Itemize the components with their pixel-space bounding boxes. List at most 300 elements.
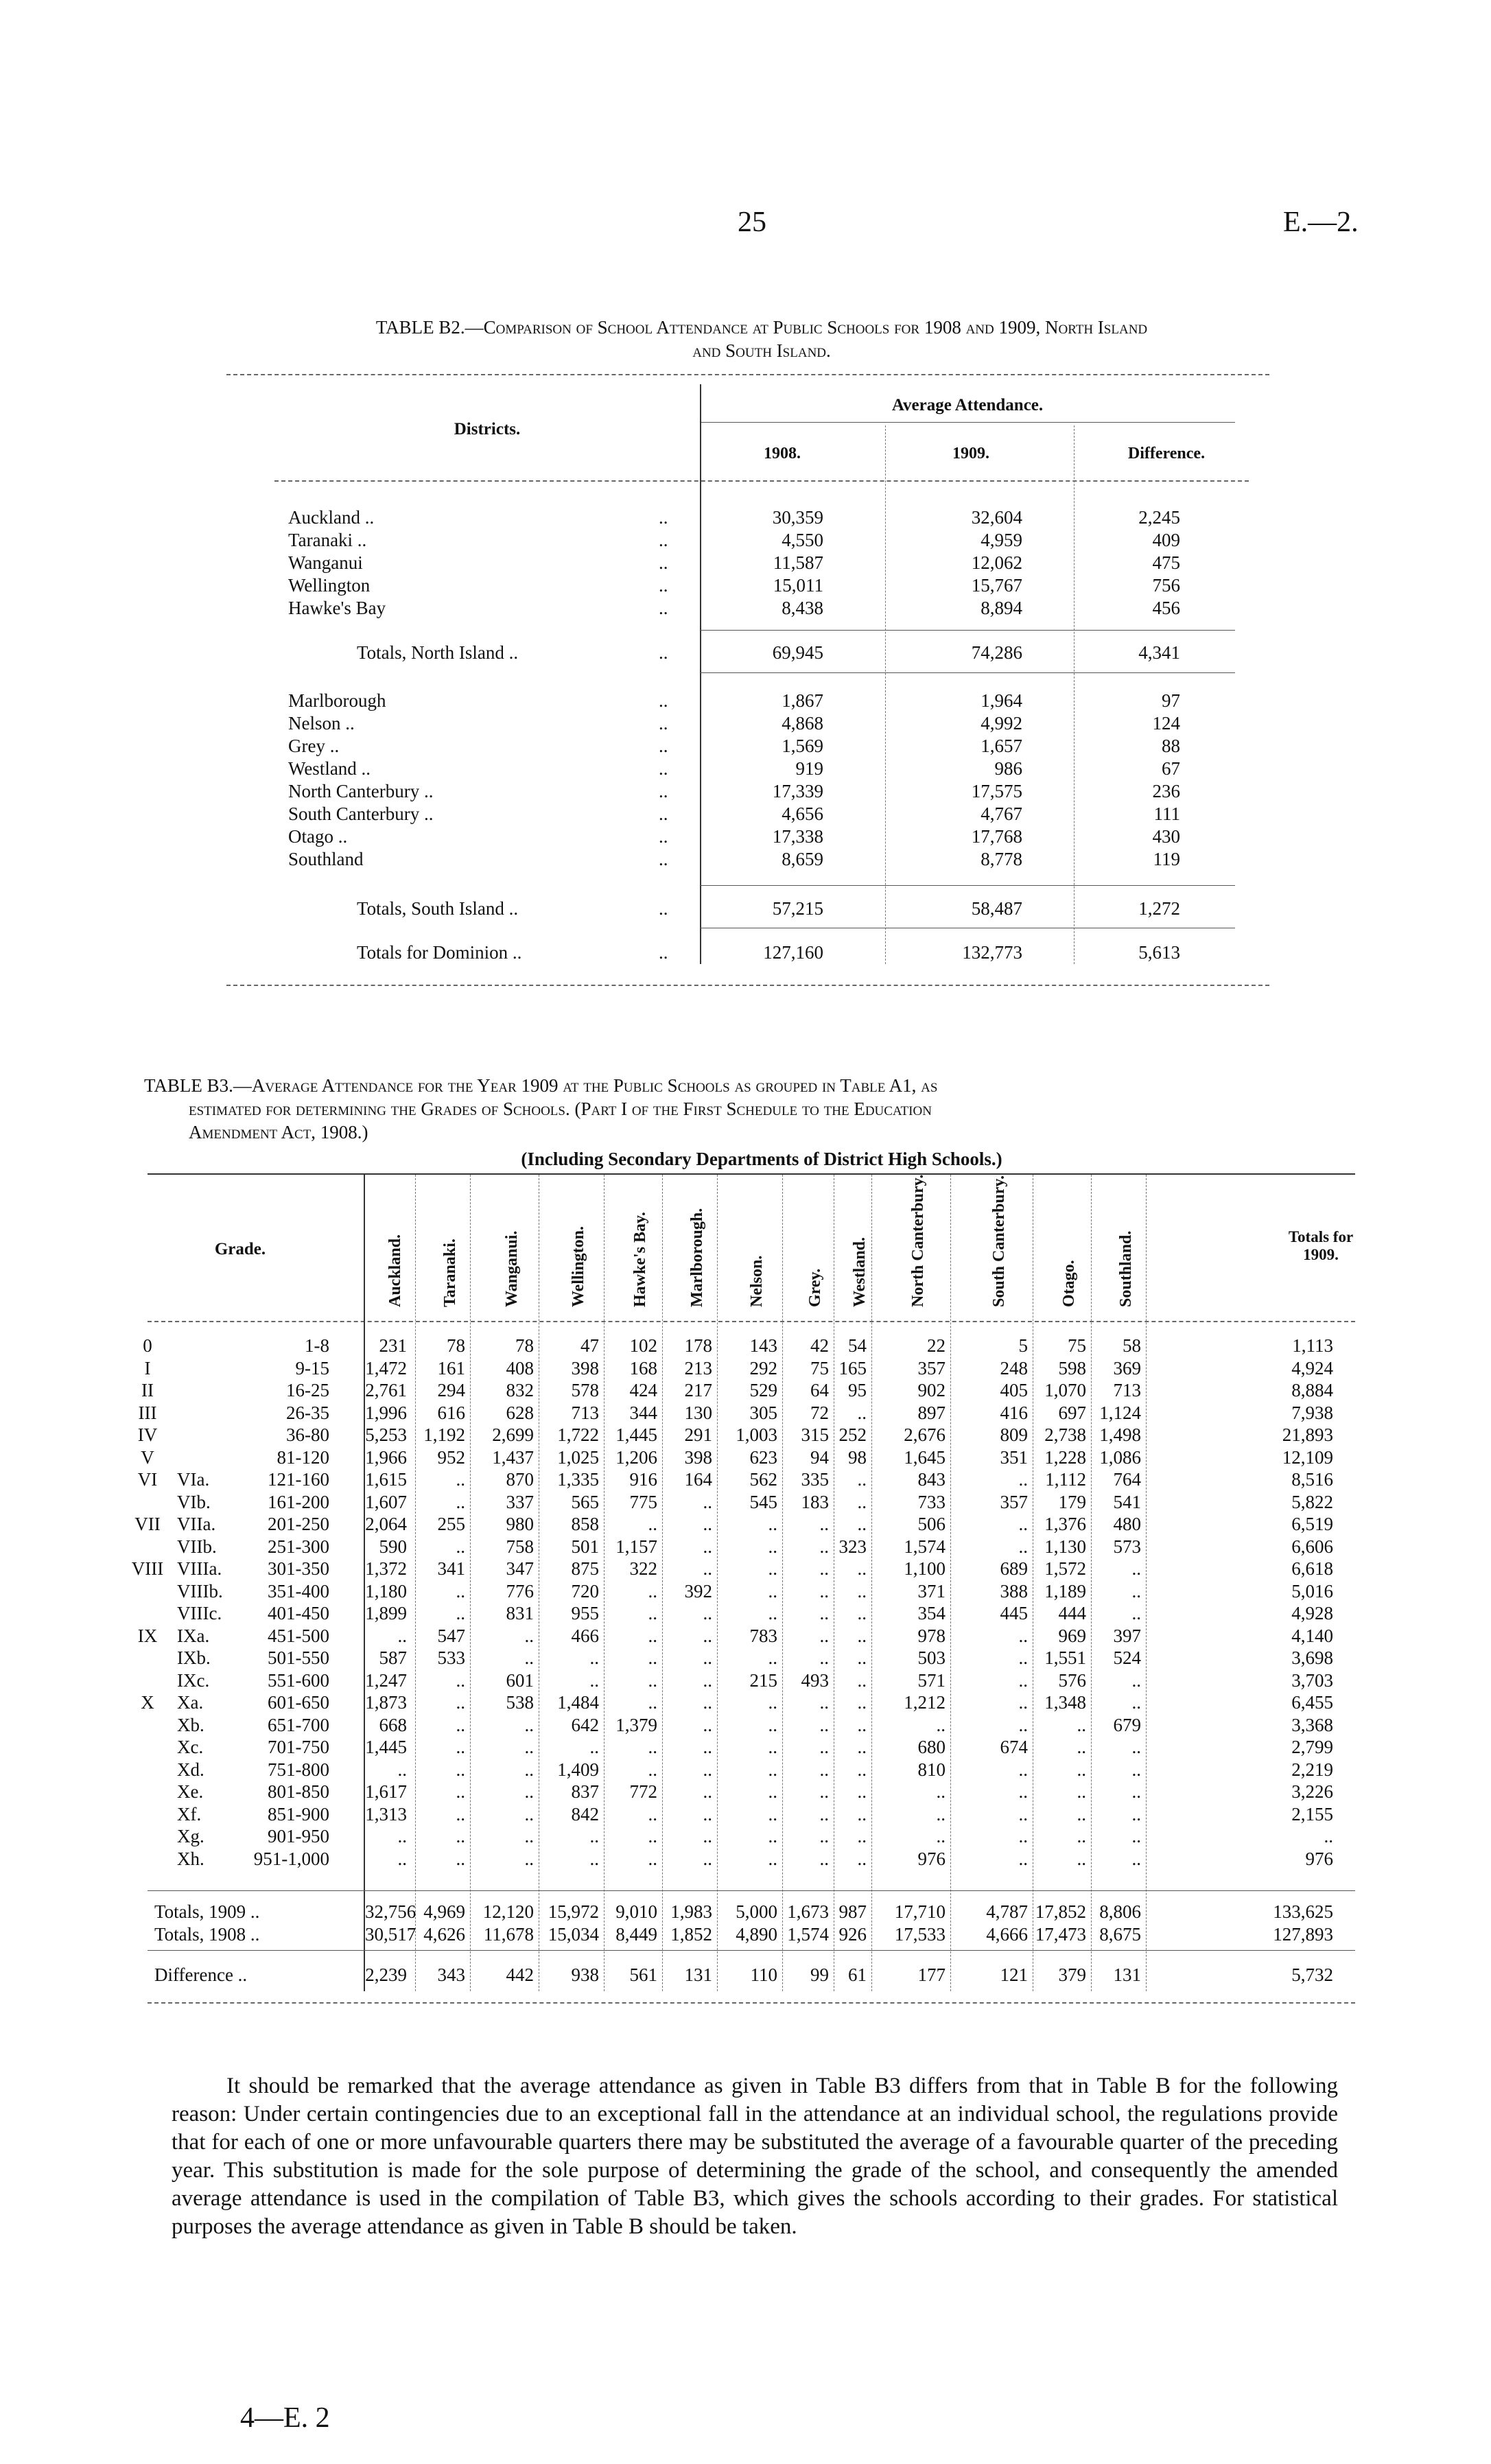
table-cell: .. bbox=[768, 1826, 777, 1846]
total-row-label: Totals, 1908 .. bbox=[154, 1924, 260, 1945]
table-cell: 42 bbox=[810, 1335, 829, 1356]
table-cell: .. bbox=[1018, 1781, 1028, 1802]
total-row-label: Totals, 1909 .. bbox=[154, 1901, 260, 1922]
value-1909: 15,767 bbox=[971, 575, 1022, 596]
page-number: 25 bbox=[738, 207, 766, 238]
table-cell: 955 bbox=[571, 1603, 599, 1623]
leader-dots: .. bbox=[659, 575, 668, 596]
grade-group: X bbox=[141, 1692, 154, 1713]
b2-col-1908: 1908. bbox=[764, 445, 801, 462]
grade-group: V bbox=[141, 1447, 154, 1468]
table-cell: 2,799 bbox=[1291, 1737, 1333, 1757]
value-difference: 1,272 bbox=[1138, 898, 1180, 919]
table-cell: 3,368 bbox=[1291, 1715, 1333, 1735]
table-cell: .. bbox=[819, 1647, 829, 1668]
table-cell: 587 bbox=[379, 1647, 407, 1668]
total-cell: 1,852 bbox=[670, 1924, 712, 1945]
table-cell: .. bbox=[589, 1826, 599, 1846]
grade-range: 651-700 bbox=[268, 1715, 329, 1735]
value-difference: 456 bbox=[1152, 598, 1180, 618]
district-name: Marlborough bbox=[288, 690, 386, 711]
table-cell: .. bbox=[1131, 1670, 1141, 1691]
table-b3-subcaption: (Including Secondary Departments of District High Schools.) bbox=[521, 1149, 1002, 1169]
table-cell: .. bbox=[703, 1558, 712, 1579]
grade-range: 701-750 bbox=[268, 1737, 329, 1757]
table-cell: .. bbox=[648, 1692, 657, 1713]
table-cell: 541 bbox=[1113, 1492, 1141, 1512]
value-difference: 2,245 bbox=[1138, 507, 1180, 528]
table-cell: 783 bbox=[749, 1626, 777, 1646]
table-cell: .. bbox=[524, 1647, 534, 1668]
table-cell: 976 bbox=[1305, 1849, 1333, 1869]
total-row-label: Difference .. bbox=[154, 1964, 248, 1985]
table-cell: .. bbox=[857, 1781, 867, 1802]
table-cell: 501 bbox=[571, 1536, 599, 1557]
b3-col-header: Hawke's Bay. bbox=[631, 1212, 649, 1307]
value-difference: 4,341 bbox=[1138, 642, 1180, 663]
table-cell: 341 bbox=[437, 1558, 465, 1579]
grade-subdivision: VIb. bbox=[177, 1492, 211, 1512]
total-cell: 131 bbox=[1113, 1964, 1141, 1985]
value-1909: 58,487 bbox=[971, 898, 1022, 919]
table-cell: .. bbox=[648, 1626, 657, 1646]
value-1909: 1,964 bbox=[981, 690, 1022, 711]
table-cell: .. bbox=[1077, 1737, 1086, 1757]
b3-col-header: Westland. bbox=[851, 1236, 869, 1307]
leader-dots: .. bbox=[659, 530, 668, 550]
table-cell: .. bbox=[1018, 1715, 1028, 1735]
table-cell: .. bbox=[1018, 1692, 1028, 1713]
table-cell: 842 bbox=[571, 1804, 599, 1824]
table-cell: .. bbox=[703, 1781, 712, 1802]
table-cell: 1,379 bbox=[615, 1715, 657, 1735]
value-1909: 8,894 bbox=[981, 598, 1022, 618]
table-cell: 416 bbox=[1000, 1403, 1028, 1423]
table-cell: .. bbox=[1131, 1804, 1141, 1824]
table-cell: .. bbox=[524, 1737, 534, 1757]
table-cell: 858 bbox=[571, 1514, 599, 1534]
grade-subdivision: Xa. bbox=[177, 1692, 204, 1713]
table-cell: 902 bbox=[917, 1380, 946, 1400]
table-cell: 5,822 bbox=[1291, 1492, 1333, 1512]
table-cell: .. bbox=[936, 1826, 946, 1846]
table-cell: .. bbox=[1018, 1647, 1028, 1668]
table-cell: .. bbox=[768, 1647, 777, 1668]
table-cell: 315 bbox=[801, 1424, 829, 1445]
total-cell: 15,034 bbox=[548, 1924, 599, 1945]
table-cell: 980 bbox=[506, 1514, 534, 1534]
table-cell: 398 bbox=[684, 1447, 712, 1468]
table-cell: .. bbox=[1018, 1849, 1028, 1869]
table-cell: .. bbox=[648, 1581, 657, 1601]
table-cell: 75 bbox=[810, 1358, 829, 1378]
table-cell: .. bbox=[1018, 1626, 1028, 1646]
table-cell: .. bbox=[524, 1826, 534, 1846]
table-b3-caption-line2: estimated for determining the Grades of Schools. (Part I of the First Schedule to the Education bbox=[189, 1099, 932, 1119]
table-cell: 1,409 bbox=[557, 1759, 599, 1780]
table-cell: 772 bbox=[629, 1781, 657, 1802]
table-cell: .. bbox=[456, 1759, 465, 1780]
table-cell: 354 bbox=[917, 1603, 946, 1623]
grade-subdivision: Xg. bbox=[177, 1826, 204, 1846]
table-cell: 668 bbox=[379, 1715, 407, 1735]
table-cell: .. bbox=[936, 1781, 946, 1802]
table-cell: .. bbox=[819, 1536, 829, 1557]
table-cell: 571 bbox=[917, 1670, 946, 1691]
leader-dots: .. bbox=[659, 898, 668, 919]
value-1909: 32,604 bbox=[971, 507, 1022, 528]
table-b3-caption-line3: Amendment Act, 1908.) bbox=[189, 1122, 368, 1142]
table-cell: .. bbox=[857, 1737, 867, 1757]
table-cell: 64 bbox=[810, 1380, 829, 1400]
table-cell: .. bbox=[1018, 1536, 1028, 1557]
table-cell: 291 bbox=[684, 1424, 712, 1445]
table-cell: 183 bbox=[801, 1492, 829, 1512]
table-cell: .. bbox=[1018, 1670, 1028, 1691]
table-cell: 4,924 bbox=[1291, 1358, 1333, 1378]
table-cell: 562 bbox=[749, 1469, 777, 1490]
grade-group: VI bbox=[137, 1469, 158, 1490]
table-cell: .. bbox=[1018, 1514, 1028, 1534]
table-cell: .. bbox=[397, 1826, 407, 1846]
table-cell: 445 bbox=[1000, 1603, 1028, 1623]
table-cell: 1,124 bbox=[1099, 1403, 1141, 1423]
table-cell: 1,189 bbox=[1044, 1581, 1086, 1601]
table-b2-caption-line2: and South Island. bbox=[692, 340, 831, 361]
table-cell: .. bbox=[397, 1626, 407, 1646]
table-cell: 1,100 bbox=[904, 1558, 946, 1579]
table-cell: .. bbox=[648, 1804, 657, 1824]
table-cell: 809 bbox=[1000, 1424, 1028, 1445]
table-cell: 1,157 bbox=[615, 1536, 657, 1557]
table-cell: 916 bbox=[629, 1469, 657, 1490]
table-cell: 2,155 bbox=[1291, 1804, 1333, 1824]
table-cell: 7,938 bbox=[1291, 1403, 1333, 1423]
table-cell: .. bbox=[703, 1737, 712, 1757]
b2-col-1909: 1909. bbox=[952, 445, 989, 462]
table-cell: 1,113 bbox=[1292, 1335, 1333, 1356]
table-cell: 1,070 bbox=[1044, 1380, 1086, 1400]
grade-subdivision: Xc. bbox=[177, 1737, 204, 1757]
table-cell: .. bbox=[768, 1715, 777, 1735]
table-cell: 642 bbox=[571, 1715, 599, 1735]
b3-col-header: Auckland. bbox=[386, 1234, 404, 1307]
table-cell: .. bbox=[456, 1692, 465, 1713]
table-cell: .. bbox=[1077, 1759, 1086, 1780]
table-cell: .. bbox=[524, 1759, 534, 1780]
b3-col-header: South Canterbury. bbox=[989, 1175, 1008, 1307]
table-cell: 764 bbox=[1113, 1469, 1141, 1490]
table-cell: 405 bbox=[1000, 1380, 1028, 1400]
total-cell: 8,449 bbox=[615, 1924, 657, 1945]
district-name: Hawke's Bay bbox=[288, 598, 386, 618]
total-cell: 1,983 bbox=[670, 1901, 712, 1922]
table-cell: 733 bbox=[917, 1492, 946, 1512]
grade-subdivision: Xh. bbox=[177, 1849, 204, 1869]
district-name: Wanganui bbox=[288, 552, 363, 573]
value-1908: 8,659 bbox=[782, 849, 823, 869]
grade-group: II bbox=[141, 1380, 154, 1400]
leader-dots: .. bbox=[659, 826, 668, 847]
table-cell: 601 bbox=[506, 1670, 534, 1691]
table-cell: .. bbox=[1077, 1804, 1086, 1824]
value-difference: 756 bbox=[1152, 575, 1180, 596]
grade-range: 801-850 bbox=[268, 1781, 329, 1802]
table-cell: 598 bbox=[1058, 1358, 1086, 1378]
grade-subdivision: IXb. bbox=[177, 1647, 211, 1668]
b2-average-attendance-header: Average Attendance. bbox=[891, 396, 1044, 414]
value-difference: 111 bbox=[1153, 803, 1180, 824]
table-cell: .. bbox=[768, 1603, 777, 1623]
table-cell: 335 bbox=[801, 1469, 829, 1490]
total-cell: 4,626 bbox=[423, 1924, 465, 1945]
value-difference: 409 bbox=[1152, 530, 1180, 550]
value-1909: 4,959 bbox=[981, 530, 1022, 550]
table-cell: .. bbox=[1077, 1715, 1086, 1735]
table-cell: 47 bbox=[580, 1335, 599, 1356]
value-1908: 30,359 bbox=[772, 507, 823, 528]
table-cell: 164 bbox=[684, 1469, 712, 1490]
table-cell: .. bbox=[648, 1603, 657, 1623]
table-cell: 72 bbox=[810, 1403, 829, 1423]
table-cell: .. bbox=[703, 1536, 712, 1557]
grade-range: 601-650 bbox=[268, 1692, 329, 1713]
grade-range: 16-25 bbox=[286, 1380, 329, 1400]
table-cell: .. bbox=[1018, 1826, 1028, 1846]
table-cell: 351 bbox=[1000, 1447, 1028, 1468]
value-1908: 17,339 bbox=[772, 781, 823, 801]
table-cell: .. bbox=[703, 1826, 712, 1846]
table-cell: 397 bbox=[1113, 1626, 1141, 1646]
leader-dots: .. bbox=[659, 642, 668, 663]
table-cell: 78 bbox=[447, 1335, 465, 1356]
table-cell: .. bbox=[456, 1737, 465, 1757]
table-cell: 1,615 bbox=[365, 1469, 407, 1490]
table-cell: 1,445 bbox=[615, 1424, 657, 1445]
table-cell: 545 bbox=[749, 1492, 777, 1512]
table-cell: 720 bbox=[571, 1581, 599, 1601]
table-cell: .. bbox=[589, 1670, 599, 1691]
table-cell: .. bbox=[819, 1737, 829, 1757]
value-1909: 1,657 bbox=[981, 736, 1022, 756]
table-cell: .. bbox=[768, 1849, 777, 1869]
total-cell: 5,000 bbox=[736, 1901, 777, 1922]
table-cell: 1,899 bbox=[365, 1603, 407, 1623]
value-1908: 919 bbox=[795, 758, 823, 779]
district-name: Totals, South Island .. bbox=[357, 898, 519, 919]
total-cell: 4,890 bbox=[736, 1924, 777, 1945]
table-cell: 837 bbox=[571, 1781, 599, 1802]
total-cell: 938 bbox=[571, 1964, 599, 1985]
b3-col-header: Grey. bbox=[806, 1268, 824, 1307]
total-cell: 5,732 bbox=[1291, 1964, 1333, 1985]
table-cell: 1,376 bbox=[1044, 1514, 1086, 1534]
table-cell: .. bbox=[456, 1804, 465, 1824]
table-cell: .. bbox=[768, 1558, 777, 1579]
value-difference: 475 bbox=[1152, 552, 1180, 573]
table-cell: .. bbox=[1131, 1826, 1141, 1846]
grade-subdivision: VIIIb. bbox=[177, 1581, 223, 1601]
table-cell: 2,699 bbox=[492, 1424, 534, 1445]
total-cell: 4,969 bbox=[423, 1901, 465, 1922]
grade-range: 951-1,000 bbox=[253, 1849, 329, 1869]
total-cell: 127,893 bbox=[1273, 1924, 1333, 1945]
table-cell: 323 bbox=[838, 1536, 867, 1557]
table-cell: .. bbox=[703, 1626, 712, 1646]
table-cell: 565 bbox=[571, 1492, 599, 1512]
grade-range: 81-120 bbox=[277, 1447, 329, 1468]
table-cell: .. bbox=[703, 1492, 712, 1512]
table-cell: 6,519 bbox=[1291, 1514, 1333, 1534]
table-cell: .. bbox=[819, 1804, 829, 1824]
table-cell: 1,086 bbox=[1099, 1447, 1141, 1468]
total-cell: 17,473 bbox=[1035, 1924, 1086, 1945]
table-cell: 533 bbox=[437, 1647, 465, 1668]
table-cell: .. bbox=[857, 1558, 867, 1579]
table-cell: 3,703 bbox=[1291, 1670, 1333, 1691]
leader-dots: .. bbox=[659, 781, 668, 801]
grade-range: 201-250 bbox=[268, 1514, 329, 1534]
table-cell: .. bbox=[857, 1647, 867, 1668]
table-cell: 22 bbox=[927, 1335, 946, 1356]
table-b3-caption-line1: TABLE B3.—Average Attendance for the Year 1909 at the Public Schools as grouped in Table A1, as bbox=[144, 1075, 938, 1096]
value-1908: 4,656 bbox=[782, 803, 823, 824]
table-cell: .. bbox=[456, 1603, 465, 1623]
district-name: Auckland .. bbox=[288, 507, 375, 528]
table-cell: 897 bbox=[917, 1403, 946, 1423]
table-cell: 1,574 bbox=[904, 1536, 946, 1557]
table-cell: 480 bbox=[1113, 1514, 1141, 1534]
table-cell: .. bbox=[1077, 1826, 1086, 1846]
grade-range: 121-160 bbox=[268, 1469, 329, 1490]
table-cell: 493 bbox=[801, 1670, 829, 1691]
table-cell: .. bbox=[819, 1849, 829, 1869]
table-cell: 870 bbox=[506, 1469, 534, 1490]
total-cell: 11,678 bbox=[483, 1924, 534, 1945]
table-cell: .. bbox=[1018, 1804, 1028, 1824]
grade-range: 501-550 bbox=[268, 1647, 329, 1668]
table-cell: 8,884 bbox=[1291, 1380, 1333, 1400]
table-cell: 58 bbox=[1123, 1335, 1141, 1356]
table-cell: 775 bbox=[629, 1492, 657, 1512]
value-1909: 17,768 bbox=[971, 826, 1022, 847]
table-cell: .. bbox=[857, 1469, 867, 1490]
table-cell: 322 bbox=[629, 1558, 657, 1579]
table-cell: .. bbox=[819, 1781, 829, 1802]
table-cell: 305 bbox=[749, 1403, 777, 1423]
table-cell: 179 bbox=[1058, 1492, 1086, 1512]
grade-range: 751-800 bbox=[268, 1759, 329, 1780]
district-name: Westland .. bbox=[288, 758, 371, 779]
value-1908: 69,945 bbox=[772, 642, 823, 663]
table-cell: 1,348 bbox=[1044, 1692, 1086, 1713]
table-cell: .. bbox=[456, 1670, 465, 1691]
table-cell: .. bbox=[857, 1581, 867, 1601]
grade-range: 251-300 bbox=[268, 1536, 329, 1557]
table-cell: 1,572 bbox=[1044, 1558, 1086, 1579]
grade-group: IX bbox=[137, 1626, 158, 1646]
table-cell: 12,109 bbox=[1282, 1447, 1333, 1468]
b3-col-header: Southland. bbox=[1116, 1230, 1135, 1307]
table-cell: 1,445 bbox=[365, 1737, 407, 1757]
table-cell: 713 bbox=[571, 1403, 599, 1423]
table-cell: 1,484 bbox=[557, 1692, 599, 1713]
table-cell: .. bbox=[456, 1715, 465, 1735]
table-cell: .. bbox=[456, 1581, 465, 1601]
table-cell: .. bbox=[648, 1849, 657, 1869]
district-name: Wellington bbox=[288, 575, 371, 596]
value-difference: 124 bbox=[1152, 713, 1180, 734]
total-cell: 8,806 bbox=[1099, 1901, 1141, 1922]
grade-subdivision: VIIa. bbox=[177, 1514, 216, 1534]
total-cell: 4,666 bbox=[986, 1924, 1028, 1945]
value-difference: 67 bbox=[1162, 758, 1180, 779]
table-cell: 388 bbox=[1000, 1581, 1028, 1601]
table-cell: 75 bbox=[1068, 1335, 1086, 1356]
table-cell: .. bbox=[456, 1469, 465, 1490]
b3-grade-header: Grade. bbox=[214, 1240, 266, 1258]
table-cell: 1,437 bbox=[492, 1447, 534, 1468]
b2-districts-header: Districts. bbox=[454, 420, 521, 438]
table-cell: .. bbox=[456, 1781, 465, 1802]
table-cell: .. bbox=[857, 1849, 867, 1869]
table-cell: 976 bbox=[917, 1849, 946, 1869]
table-cell: .. bbox=[703, 1759, 712, 1780]
table-cell: .. bbox=[456, 1849, 465, 1869]
table-cell: 337 bbox=[506, 1492, 534, 1512]
table-cell: .. bbox=[1131, 1737, 1141, 1757]
table-cell: 529 bbox=[749, 1380, 777, 1400]
table-cell: 978 bbox=[917, 1626, 946, 1646]
table-cell: .. bbox=[703, 1849, 712, 1869]
b3-col-header: Otago. bbox=[1060, 1260, 1078, 1307]
value-difference: 88 bbox=[1162, 736, 1180, 756]
table-cell: .. bbox=[648, 1826, 657, 1846]
table-cell: .. bbox=[589, 1849, 599, 1869]
table-cell: 5,253 bbox=[365, 1424, 407, 1445]
total-cell: 8,675 bbox=[1099, 1924, 1141, 1945]
total-cell: 17,533 bbox=[894, 1924, 946, 1945]
table-cell: 679 bbox=[1113, 1715, 1141, 1735]
table-cell: 130 bbox=[684, 1403, 712, 1423]
table-cell: 1,607 bbox=[365, 1492, 407, 1512]
total-cell: 926 bbox=[838, 1924, 867, 1945]
table-cell: .. bbox=[768, 1692, 777, 1713]
table-cell: .. bbox=[768, 1514, 777, 1534]
table-cell: 2,064 bbox=[365, 1514, 407, 1534]
leader-dots: .. bbox=[659, 552, 668, 573]
value-1908: 57,215 bbox=[772, 898, 823, 919]
table-cell: 952 bbox=[437, 1447, 465, 1468]
table-cell: 215 bbox=[749, 1670, 777, 1691]
table-cell: 1,966 bbox=[365, 1447, 407, 1468]
table-cell: 3,698 bbox=[1291, 1647, 1333, 1668]
total-cell: 177 bbox=[917, 1964, 946, 1985]
grade-group: VIII bbox=[131, 1558, 164, 1579]
table-cell: .. bbox=[819, 1581, 829, 1601]
table-cell: 547 bbox=[437, 1626, 465, 1646]
table-cell: .. bbox=[819, 1692, 829, 1713]
value-1909: 8,778 bbox=[981, 849, 1022, 869]
table-cell: .. bbox=[589, 1647, 599, 1668]
table-cell: .. bbox=[589, 1737, 599, 1757]
table-cell: .. bbox=[524, 1849, 534, 1869]
value-1909: 4,767 bbox=[981, 803, 1022, 824]
table-cell: .. bbox=[857, 1759, 867, 1780]
table-cell: 168 bbox=[629, 1358, 657, 1378]
value-1908: 1,569 bbox=[782, 736, 823, 756]
table-cell: .. bbox=[936, 1804, 946, 1824]
